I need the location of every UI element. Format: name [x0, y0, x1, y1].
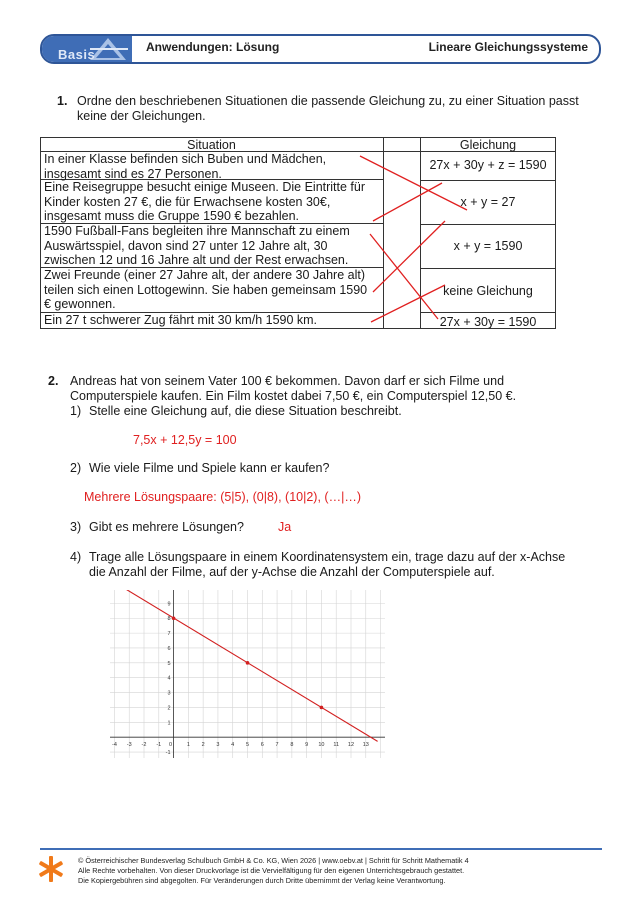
situation-3: 1590 Fußball-Fans begleiten ihre Mannschaft zu einem Auswärtsspiel, davon sind 27 unter 12 Jahre alt, 30 zwischen 12 und 16 Jahre alt und der Rest erwachsen.	[44, 224, 350, 267]
footer-line	[40, 848, 602, 850]
x-tick-label: 12	[347, 742, 355, 749]
q2-sub2-text: Wie viele Filme und Spiele kann er kaufen?	[89, 461, 330, 475]
q2-number: 2.	[48, 374, 59, 388]
solution-point	[246, 661, 250, 665]
q1-text-2: keine der Gleichungen.	[77, 109, 206, 123]
equation-2: x + y = 27	[460, 195, 516, 209]
q2-sub1-num: 1)	[70, 404, 82, 418]
y-tick-label: 7	[167, 631, 171, 638]
q1-number: 1.	[57, 94, 68, 108]
basis-label: Basis	[58, 47, 96, 62]
x-tick-label: 13	[362, 742, 369, 749]
match-line-2	[373, 183, 442, 221]
q2-sub2-answer: Mehrere Lösungspaare: (5|5), (0|8), (10|2), (…|…)	[84, 490, 361, 504]
y-tick-label: 8	[167, 616, 171, 623]
equation-3: x + y = 1590	[453, 239, 523, 253]
publisher-logo-icon	[38, 854, 64, 884]
situation-5: Ein 27 t schwerer Zug fährt mit 30 km/h 1590 km.	[44, 313, 318, 327]
match-line-4	[373, 221, 445, 292]
equation-1: 27x + 30y + z = 1590	[429, 158, 547, 172]
coordinate-chart	[110, 590, 385, 758]
q2-sub3-text: Gibt es mehrere Lösungen?	[89, 520, 244, 534]
q2-sub2-num: 2)	[70, 461, 82, 475]
equation-4: keine Gleichung	[443, 284, 533, 298]
y-tick-label: 2	[167, 705, 171, 712]
x-tick-label: 4	[231, 742, 235, 749]
x-tick-label: 5	[245, 742, 250, 749]
x-tick-label: 8	[290, 742, 294, 749]
header-right-title: Lineare Gleichungssysteme	[428, 40, 588, 54]
x-tick-label: -4	[111, 742, 117, 749]
match-line-3	[370, 234, 438, 319]
y-tick-label: 5	[167, 660, 171, 667]
header-gleichung: Gleichung	[459, 138, 517, 152]
q2-text-1: Andreas hat von seinem Vater 100 € bekommen. Davon darf er sich Filme und	[70, 374, 505, 388]
x-tick-label: 3	[216, 742, 220, 749]
header-situation: Situation	[187, 138, 236, 152]
y-tick-label: 4	[167, 675, 171, 682]
x-tick-label: -2	[141, 742, 147, 749]
y-tick-label: -1	[165, 750, 171, 757]
q2-sub1-answer: 7,5x + 12,5y = 100	[133, 433, 237, 447]
x-tick-label: 6	[260, 742, 264, 749]
situation-1: In einer Klasse befinden sich Buben und Mädchen, insgesamt sind es 27 Personen.	[44, 152, 327, 181]
matching-lines	[40, 137, 556, 329]
x-tick-label: 7	[275, 742, 279, 749]
q2-sub4-text-2: die Anzahl der Filme, auf der y-Achse die Anzahl der Computerspiele auf.	[89, 565, 495, 579]
y-tick-label: 9	[167, 601, 171, 608]
x-tick-label: 11	[333, 742, 340, 749]
q2-sub4-text-1: Trage alle Lösungspaare in einem Koordinatensystem ein, trage dazu auf der x-Achse	[89, 550, 566, 564]
q2-sub3-num: 3)	[70, 520, 82, 534]
x-tick-label: 10	[318, 742, 325, 749]
q2-sub3-answer: Ja	[278, 520, 292, 534]
solution-point	[320, 706, 324, 710]
x-tick-label: 0	[169, 742, 173, 749]
footer-text: © Österreichischer Bundesverlag Schulbuch GmbH & Co. KG, Wien 2026 | www.oebv.at | Schritt für Schritt Mathematik 4 Alle Rechte vorbehalten. Von dieser Druckvorlage ist die Vervielfältigung für den eigenen Unterrichtsgebrauch gestattet. Die Kopiergebühren sind abgegolten. Für Veränderungen durch Dritte übernimmt der Verlag keine Verantwortung.	[78, 856, 469, 885]
q1-text-1: Ordne den beschriebenen Situationen die passende Gleichung zu, zu einer Situation passt	[77, 94, 579, 108]
y-tick-label: 6	[167, 645, 171, 652]
x-tick-label: -3	[126, 742, 132, 749]
match-line-1	[360, 156, 467, 210]
x-tick-label: 1	[186, 742, 190, 749]
q2-sub4-num: 4)	[70, 550, 82, 564]
x-tick-label: -1	[156, 742, 162, 749]
y-tick-label: 3	[167, 690, 171, 697]
matching-table	[40, 137, 556, 329]
situation-2: Eine Reisegruppe besucht einige Museen. Die Eintritte für Kinder kosten 27 €, die für Erwachsene kosten 30€, insgesamt muss die Gruppe 1590 € bezahlen.	[44, 180, 366, 223]
x-tick-label: 2	[201, 742, 205, 749]
situation-4: Zwei Freunde (einer 27 Jahre alt, der andere 30 Jahre alt) teilen sich einen Lottogewinn. Sie haben gemeinsam 1590 € gewonnen.	[44, 268, 368, 311]
q2-text-2: Computerspiele kaufen. Ein Film kostet dabei 7,50 €, ein Computerspiel 12,50 €.	[70, 389, 517, 403]
solution-point	[172, 616, 176, 620]
match-line-5	[371, 285, 445, 322]
q2-sub1-text: Stelle eine Gleichung auf, die diese Situation beschreibt.	[89, 404, 402, 418]
equation-5: 27x + 30y = 1590	[439, 315, 537, 329]
header-left-title: Anwendungen: Lösung	[146, 40, 280, 54]
y-tick-label: 1	[167, 720, 171, 727]
x-tick-label: 9	[305, 742, 309, 749]
solution-line	[125, 590, 378, 741]
